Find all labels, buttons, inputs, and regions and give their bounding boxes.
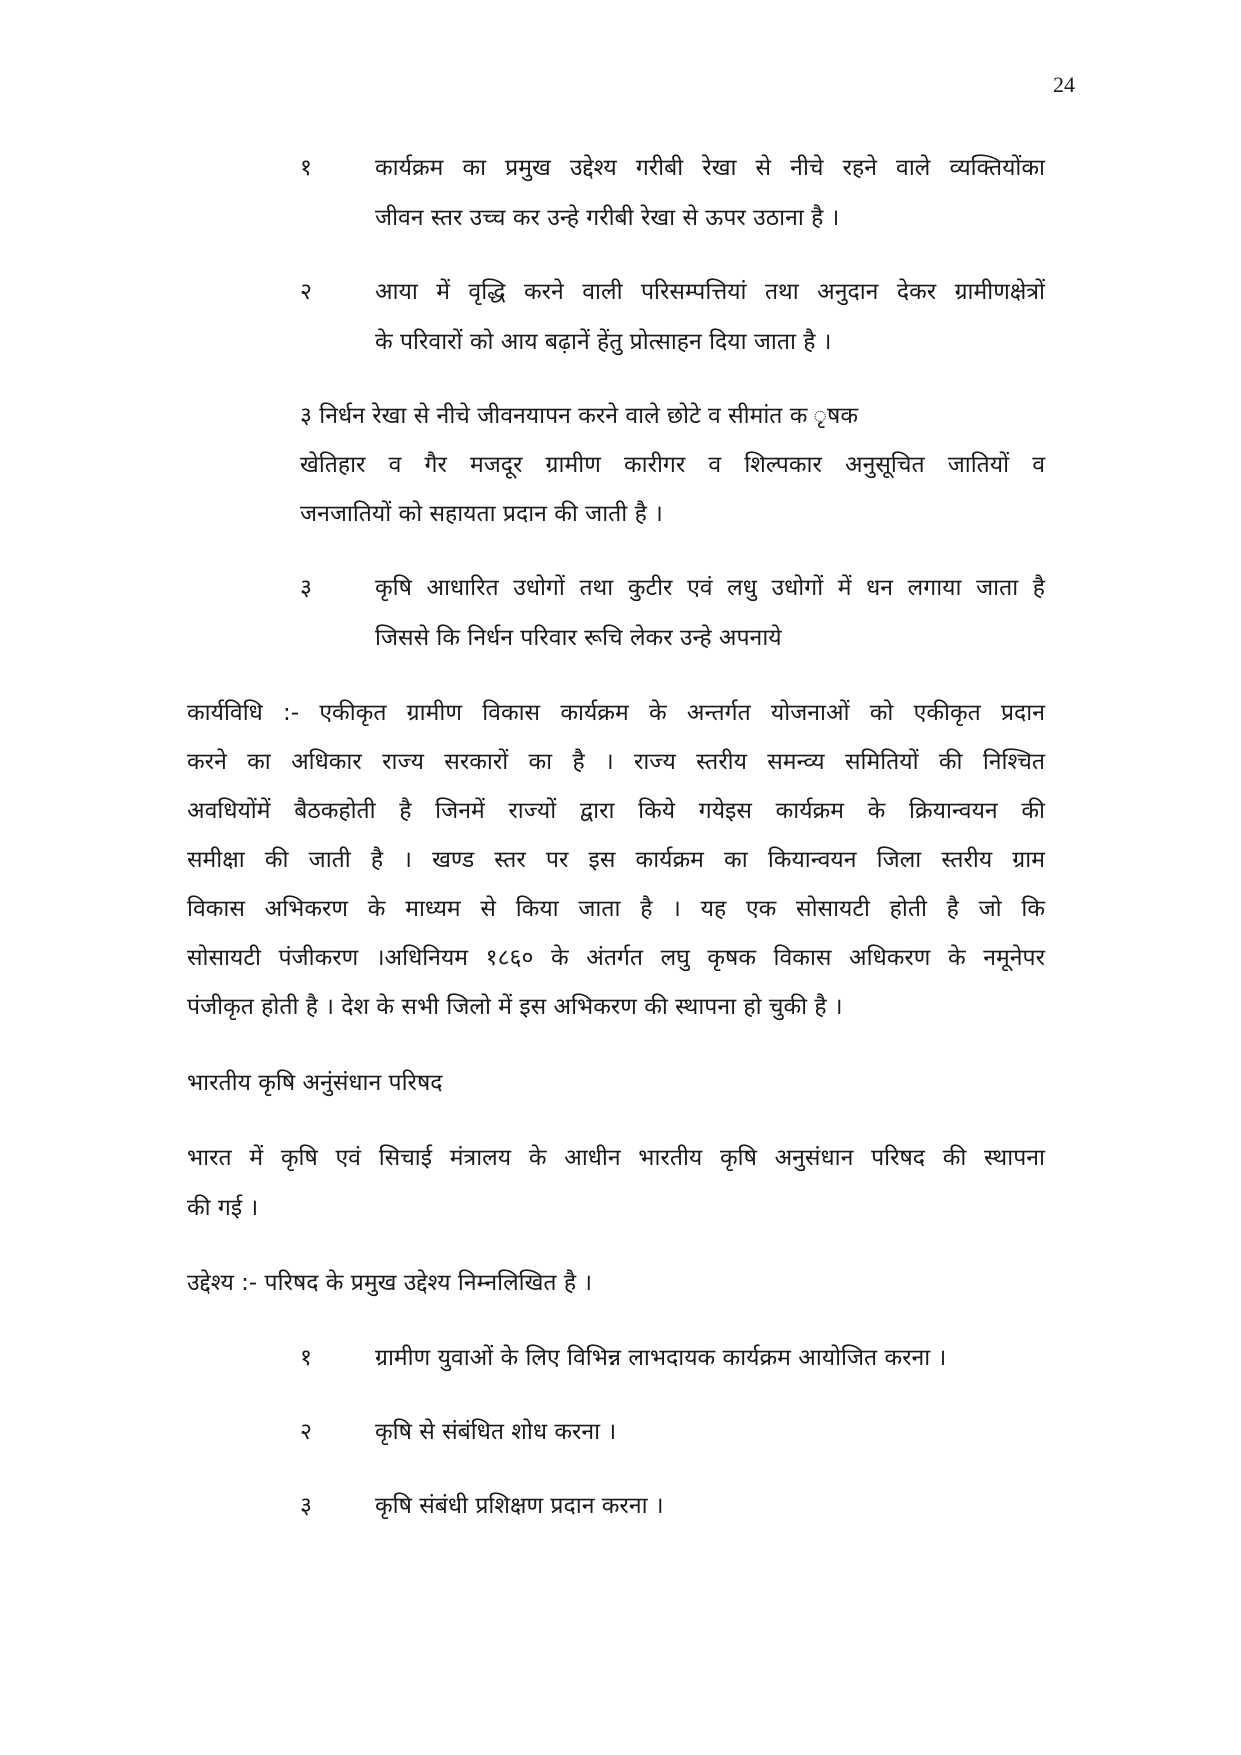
list-item-line: जिससे कि निर्धन परिवार रूचि लेकर उन्हे अपनाये [375, 625, 782, 651]
list-item-line: आया में वृद्धि करने वाली परिसम्पत्तियां तथा अनुदान देकर ग्रामीणक्षेत्रों [375, 279, 1045, 305]
page-number: 24 [1053, 72, 1075, 97]
list-item-line: जीवन स्तर उच्च कर उन्हे गरीबी रेखा से ऊपर उठाना है । [375, 205, 840, 231]
objectives-heading: उद्देश्य :- परिषद के प्रमुख उद्देश्य निम्नलिखित है । [187, 1270, 593, 1296]
list-number: १ [300, 1345, 312, 1371]
list-item-line: कृषि आधारित उधोगों तथा कुटीर एवं लधु उधोगों में धन लगाया जाता है [375, 575, 1045, 601]
paragraph-line: विकास अभिकरण के माध्यम से किया जाता है । यह एक सोसायटी होती है जो कि [187, 896, 1045, 922]
paragraph-line: सोसायटी पंजीकरण ।अधिनियम १८६० के अंतर्गत लघु कृषक विकास अधिकरण के नमूनेपर [187, 945, 1045, 971]
paragraph-line: समीक्षा की जाती है । खण्ड स्तर पर इस कार्यक्रम का कियान्वयन जिला स्तरीय ग्राम [187, 847, 1045, 873]
list-item-line: के परिवारों को आय बढ़ानें हेंतु प्रोत्साहन दिया जाता है । [375, 329, 832, 355]
paragraph-line: खेतिहार व गैर मजदूर ग्रामीण कारीगर व शिल्पकार अनुसूचित जातियों व [300, 452, 1045, 478]
list-number: ३ [300, 575, 312, 601]
list-number: २ [300, 279, 312, 305]
paragraph-line: जनजातियों को सहायता प्रदान की जाती है । [300, 501, 663, 527]
list-item-text: कृषि से संबंधित शोध करना । [375, 1419, 617, 1445]
list-number: ३ [300, 1493, 312, 1519]
list-number: १ [300, 155, 312, 181]
paragraph-line: अवधियोंमें बैठकहोती है जिनमें राज्यों द्वारा किये गयेइस कार्यक्रम के क्रियान्वयन की [187, 798, 1045, 824]
list-item-text: कृषि संबंधी प्रशिक्षण प्रदान करना । [375, 1493, 664, 1519]
paragraph-line: करने का अधिकार राज्य सरकारों का है । राज्य स्तरीय समन्व्य समितियों की निश्चित [187, 749, 1045, 775]
paragraph-line: कार्यविधि :- एकीकृत ग्रामीण विकास कार्यक्रम के अन्तर्गत योजनाओं को एकीकृत प्रदान [187, 700, 1045, 726]
list-item-text: ग्रामीण युवाओं के लिए विभिन्न लाभदायक कार्यक्रम आयोजित करना । [375, 1345, 947, 1371]
paragraph-line: ३ निर्धन रेखा से नीचे जीवनयापन करने वाले छोटे व सीमांत क ृषक [300, 403, 858, 429]
list-item-line: कार्यक्रम का प्रमुख उद्देश्य गरीबी रेखा से नीचे रहने वाले व्यक्तियोंका [375, 155, 1045, 181]
list-number: २ [300, 1419, 312, 1445]
paragraph-line: भारत में कृषि एवं सिचाई मंत्रालय के आधीन भारतीय कृषि अनुसंधान परिषद की स्थापना [187, 1145, 1045, 1171]
paragraph-line: पंजीकृत होती है । देश के सभी जिलो में इस अभिकरण की स्थापना हो चुकी है । [187, 994, 843, 1020]
paragraph-line: की गई । [187, 1195, 259, 1221]
section-heading: भारतीय कृषि अनुंसंधान परिषद [187, 1070, 443, 1096]
